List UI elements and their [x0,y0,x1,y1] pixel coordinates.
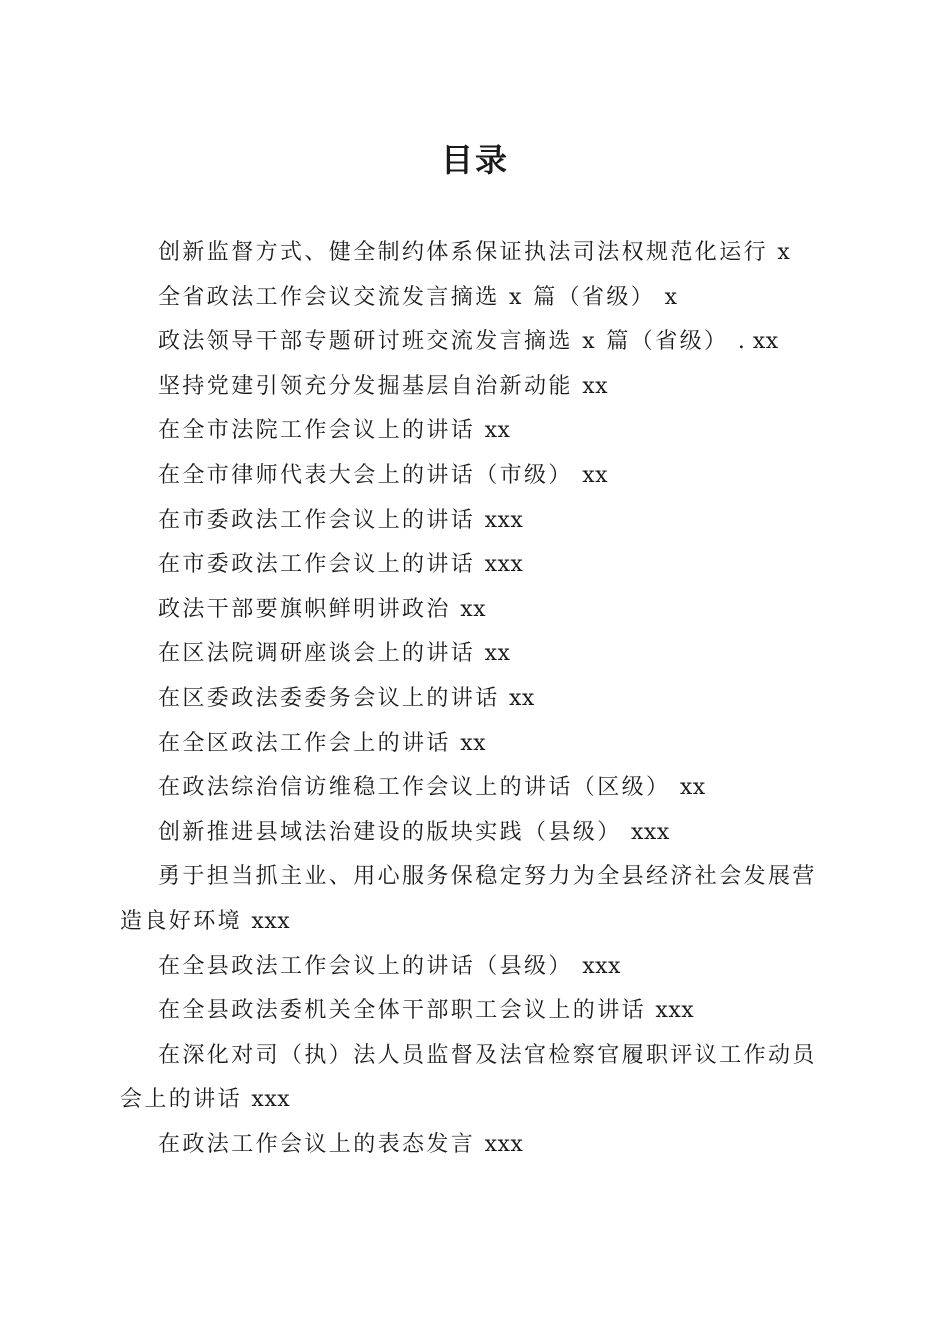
toc-entry-title: 政法干部要旗帜鲜明讲政治 [158,596,451,622]
toc-entry [120,365,830,410]
toc-list [120,231,830,1167]
toc-entry-page: xx [484,641,511,667]
toc-entry-title: 坚持党建引领充分发掘基层自治新动能 [158,373,573,399]
toc-entry-page: xxx [631,819,670,845]
toc-entry [120,231,830,276]
toc-entry [120,543,830,588]
toc-entry-title: 政法领导干部专题研讨班交流发言摘选 x 篇（省级） [158,329,729,355]
toc-entry-page: x [664,284,678,310]
toc-entry [120,454,830,499]
toc-entry [120,811,830,856]
toc-entry [120,766,830,811]
toc-entry-title: 在全县政法工作会议上的讲话（县级） [158,953,573,979]
toc-entry-page: xx [509,685,535,711]
toc-entry [120,276,830,321]
toc-entry-title: 全省政法工作会议交流发言摘选 x 篇（省级） [158,284,656,310]
toc-entry-title: 在全县政法委机关全体干部职工会议上的讲话 [158,998,647,1024]
toc-entry-page: x [777,240,791,265]
toc-entry-title: 勇于担当抓主业、用心服务保稳定努力为全县经济社会发展营造良好环境 [120,864,817,934]
toc-entry [120,320,830,365]
toc-entry-title: 在深化对司（执）法人员监督及法官检察官履职评议工作动员会上的讲话 [120,1042,817,1113]
toc-entry-page: xx [582,373,609,399]
toc-entry-title: 在市委政法工作会议上的讲话 [158,552,476,578]
toc-entry-page: . xx [737,329,779,355]
toc-entry [120,677,830,722]
toc-entry [120,1123,830,1168]
toc-entry [120,722,830,767]
toc-entry-title: 在全市律师代表大会上的讲话（市级） [158,462,573,488]
toc-entry [120,945,830,990]
toc-entry [120,855,830,944]
toc-entry-page: xxx [484,1131,524,1157]
toc-entry-page: xxx [582,953,621,979]
toc-entry-title: 在区委政法委委务会议上的讲话 [158,685,500,711]
toc-entry-title: 在全区政法工作会上的讲话 [158,730,451,756]
toc-entry-title: 在政法综治信访维稳工作会议上的讲话（区级） [158,775,671,801]
toc-heading: 目录 [440,141,509,179]
toc-entry-page: xx [460,596,487,622]
toc-entry-title: 在政法工作会议上的表态发言 [158,1131,476,1157]
toc-entry-page: xx [484,418,511,444]
toc-entry-page: xxx [484,507,524,533]
toc-entry-page: xxx [484,552,524,578]
toc-entry [120,632,830,677]
toc-entry [120,989,830,1034]
toc-entry-title: 在区法院调研座谈会上的讲话 [158,641,476,667]
toc-entry-title: 在全市法院工作会议上的讲话 [158,418,476,444]
toc-entry-title: 在市委政法工作会议上的讲话 [158,507,476,533]
toc-entry-page: xx [679,775,706,801]
toc-entry-page: xxx [251,1087,291,1113]
toc-entry-title: 创新监督方式、健全制约体系保证执法司法权规范化运行 [158,240,769,265]
toc-entry-page: xxx [251,908,291,934]
toc-entry [120,588,830,633]
toc-entry-page: xx [582,462,609,488]
toc-entry-page: xx [460,730,487,756]
toc-entry [120,1034,830,1123]
toc-entry [120,409,830,454]
toc-entry [120,499,830,544]
toc-entry-title: 创新推进县域法治建设的版块实践（县级） [158,819,622,845]
toc-entry-page: xxx [655,998,695,1024]
